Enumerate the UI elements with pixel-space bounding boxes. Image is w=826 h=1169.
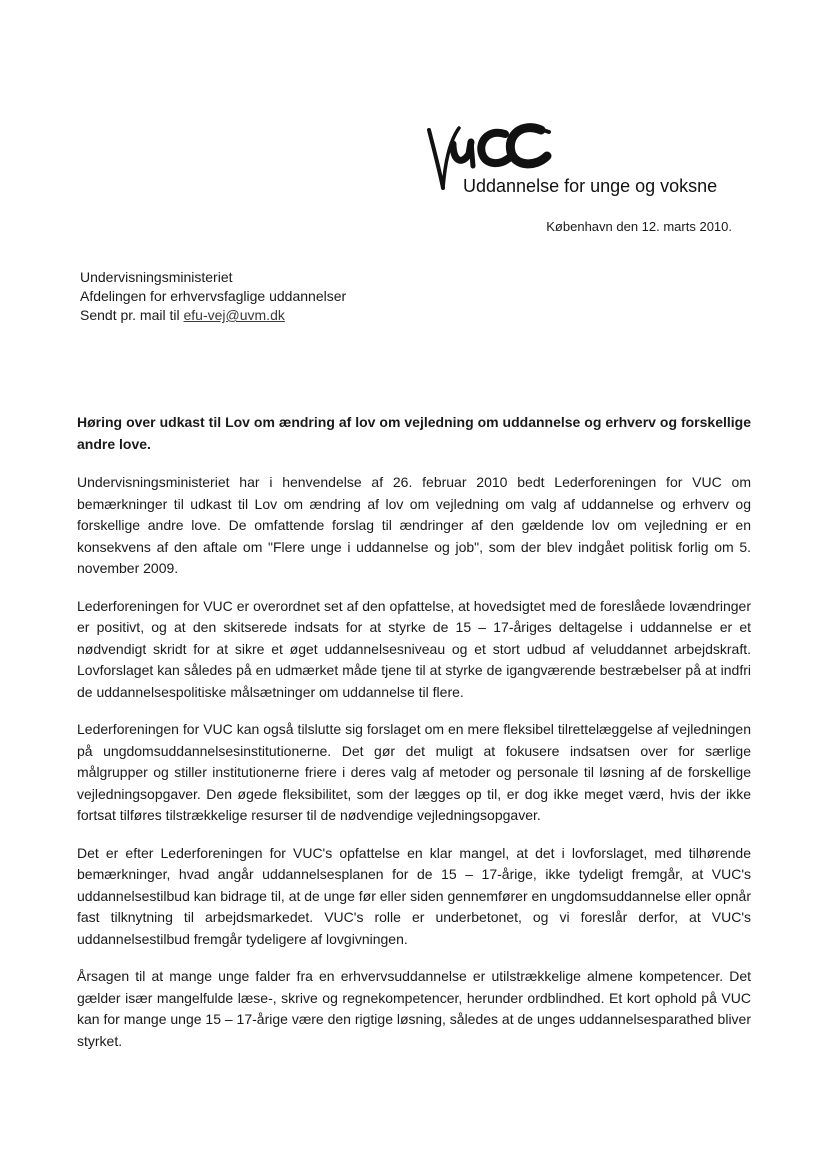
address-line-3 xyxy=(80,306,346,325)
address-line-1: Undervisningsministeriet xyxy=(80,269,233,285)
letter-body xyxy=(77,412,751,1068)
address-line-2: Afdelingen for erhvervsfaglige uddannelser xyxy=(80,288,347,304)
paragraph-4: Det er efter Lederforeningen for VUC's opfattelse en klar mangel, at det i lovforslaget, med tilhørende bemærkninger, hvad angår uddannelsesplanen for de 15 – 17-årige, ikke tydeligt fremgår, at VUC's uddannelsestilbud kan bidrage til, at de unge før eller siden gennemfører en ungdomsuddannelse eller opnår fast tilknytning til arbejdsmarkedet. VUC's rolle er underbetonet, og vi foreslår derfor, at VUC's uddannelsestilbud fremgår tydeligere af lovgivningen. xyxy=(77,844,751,947)
letter-subject: Høring over udkast til Lov om ændring af lov om vejledning om uddannelse og erhverv og forskellige andre love. xyxy=(77,414,751,452)
recipient-address xyxy=(80,268,346,325)
date-line: København den 12. marts 2010. xyxy=(546,219,732,234)
paragraph-3: Lederforeningen for VUC kan også tilslutte sig forslaget om en mere fleksibel tilrettelæggelse af vejledningen på ungdomsuddannelsesinstitutionerne. Det gør det muligt at fokusere indsatsen over for særlige målgrupper og stiller institutionerne friere i deres valg af metoder og personale til løsning af de forskellige vejledningsopgaver. Den øgede fleksibilitet, som der lægges op til, er dog ikke meget værd, hvis der ikke fortsat tilføres tilstrækkelige resurser til de nødvendige vejledningsopgaver. xyxy=(77,721,751,823)
paragraph-5: Årsagen til at mange unge falder fra en erhvervsuddannelse er utilstrækkelige almene kompetencer. Det gælder især mangelfulde læse-, skrive og regnekompetencer, herunder ordblindhed. Et kort ophold på VUC kan for mange unge 15 – 17-årige være den rigtige løsning, således at de unges uddannelsesparathed bliver styrket. xyxy=(77,968,751,1049)
email-link[interactable]: efu-vej@uvm.dk xyxy=(183,307,285,323)
paragraph-2: Lederforeningen for VUC er overordnet set af den opfattelse, at hovedsigtet med de foreslåede lovændringer er positivt, og at den skitserede indsats for at styrke de 15 – 17-åriges deltagelse i uddannelse er et nødvendigt skridt for at sikre et øget uddannelsesniveau og et stort udbud af veluddannet arbejdskraft. Lovforslaget kan således på en udmærket måde tjene til at styrke de igangværende bestræbelser på at indfri de uddannelsespolitiske målsætninger om uddannelse til flere. xyxy=(77,597,751,700)
logo-tagline: Uddannelse for unge og voksne xyxy=(463,176,718,196)
address-line-3-prefix: Sendt pr. mail til xyxy=(80,307,184,323)
vuc-logo xyxy=(425,120,725,200)
paragraph-1: Undervisningsministeriet har i henvendelse af 26. februar 2010 bedt Lederforeningen for VUC om bemærkninger til udkast til Lov om ændring af lov om vejledning om valg af uddannelse og erhverv og forskellige andre love. De omfattende forslag til ændringer af den gældende lov om vejledning er en konsekvens af den aftale om "Flere unge i uddannelse og job", som der blev indgået politisk forlig om 5. november 2009. xyxy=(77,474,751,576)
